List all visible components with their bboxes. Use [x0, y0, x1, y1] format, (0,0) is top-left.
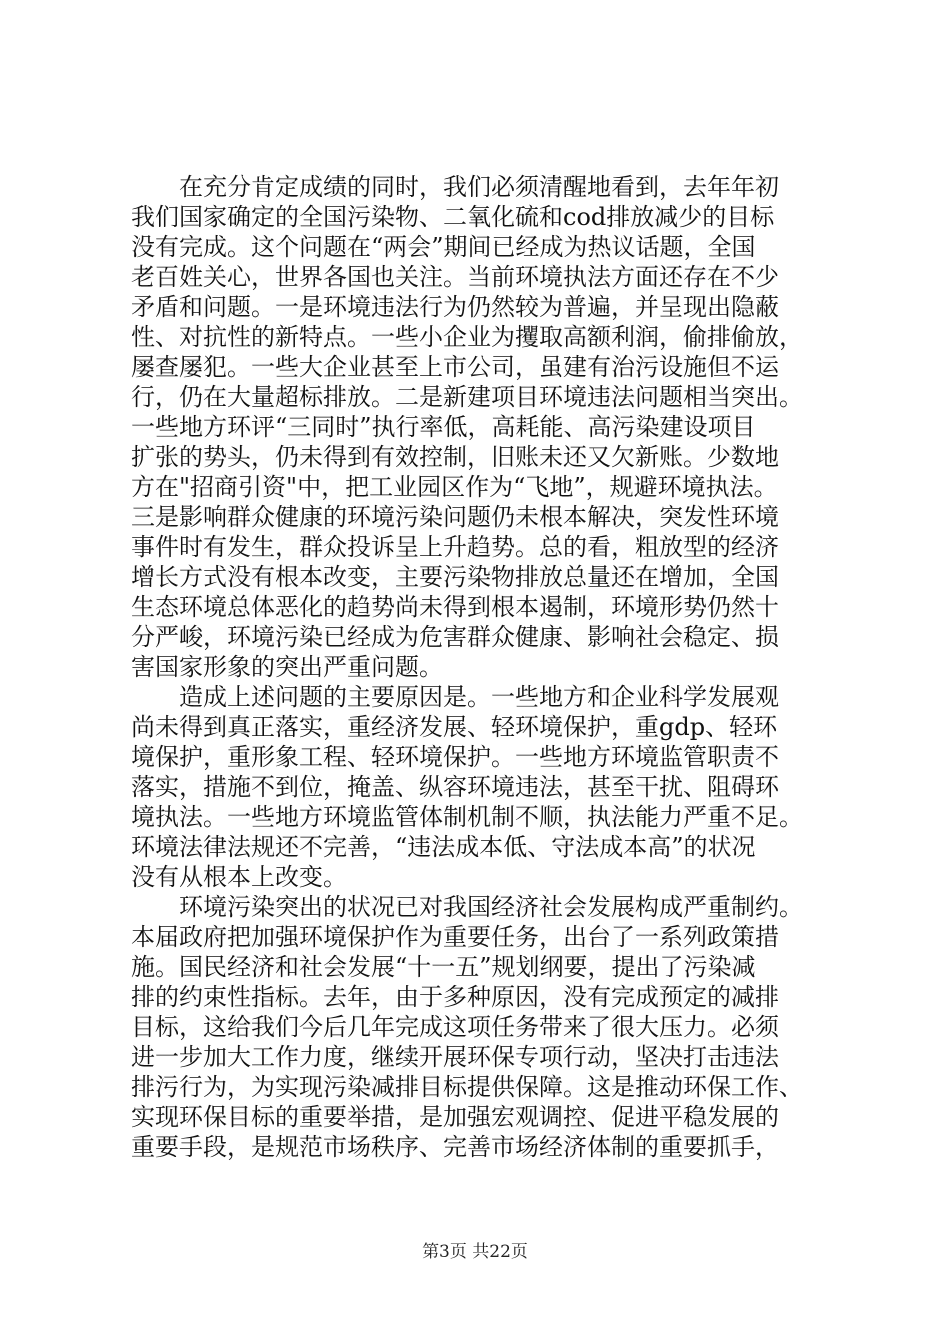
text-line: 一些地方环评“三同时”执行率低，高耗能、高污染建设项目: [131, 413, 756, 441]
text-line: 矛盾和问题。一是环境违法行为仍然较为普遍，并呈现出隐蔽: [131, 293, 779, 321]
text-line: 本届政府把加强环境保护作为重要任务，出台了一系列政策措: [131, 923, 779, 951]
text-line: 目标，这给我们今后几年完成这项任务带来了很大压力。必须: [131, 1013, 779, 1041]
text-line: 增长方式没有根本改变，主要污染物排放总量还在增加，全国: [131, 563, 779, 591]
text-line: 在充分肯定成绩的同时，我们必须清醒地看到，去年年初: [131, 173, 779, 201]
text-line: 没有从根本上改变。: [131, 863, 347, 891]
text-line: 事件时有发生，群众投诉呈上升趋势。总的看，粗放型的经济: [131, 533, 779, 561]
text-line: 施。国民经济和社会发展“十一五”规划纲要，提出了污染减: [131, 953, 756, 981]
text-line: 行，仍在大量超标排放。二是新建项目环境违法问题相当突出。: [131, 383, 803, 411]
text-line: 老百姓关心，世界各国也关注。当前环境执法方面还存在不少: [131, 263, 779, 291]
text-line: 重要手段，是规范市场秩序、完善市场经济体制的重要抓手，: [131, 1133, 779, 1161]
text-line: 环境法律法规还不完善，“违法成本低、守法成本高”的状况: [131, 833, 756, 861]
text-line: 分严峻，环境污染已经成为危害群众健康、影响社会稳定、损: [131, 623, 779, 651]
text-line: 性、对抗性的新特点。一些小企业为攫取高额利润，偷排偷放，: [131, 323, 803, 351]
text-line: 落实，措施不到位，掩盖、纵容环境违法，甚至干扰、阻碍环: [131, 773, 779, 801]
text-line: 方在"招商引资"中，把工业园区作为“飞地”，规避环境执法。: [131, 473, 778, 501]
text-line: 三是影响群众健康的环境污染问题仍未根本解决，突发性环境: [131, 503, 779, 531]
text-line: 害国家形象的突出严重问题。: [131, 653, 443, 681]
text-line: 实现环保目标的重要举措，是加强宏观调控、促进平稳发展的: [131, 1103, 779, 1131]
text-line: 扩张的势头，仍未得到有效控制，旧账未还又欠新账。少数地: [131, 443, 779, 471]
text-line: 进一步加大工作力度，继续开展环保专项行动，坚决打击违法: [131, 1043, 779, 1071]
body-text: [131, 172, 831, 1162]
text-line: 屡查屡犯。一些大企业甚至上市公司，虽建有治污设施但不运: [131, 353, 779, 381]
text-line: 造成上述问题的主要原因是。一些地方和企业科学发展观: [131, 683, 779, 711]
page-number-footer: 第3页 共22页: [422, 1242, 528, 1262]
text-line: 排污行为，为实现污染减排目标提供保障。这是推动环保工作、: [131, 1073, 803, 1101]
text-line: 生态环境总体恶化的趋势尚未得到根本遏制，环境形势仍然十: [131, 593, 779, 621]
text-line: 尚未得到真正落实，重经济发展、轻环境保护，重gdp、轻环: [131, 713, 778, 741]
text-line: 排的约束性指标。去年，由于多种原因，没有完成预定的减排: [131, 983, 779, 1011]
text-line: 没有完成。这个问题在“两会”期间已经成为热议话题，全国: [131, 233, 756, 261]
text-line: 境执法。一些地方环境监管体制机制不顺，执法能力严重不足。: [131, 803, 803, 831]
text-line: 境保护，重形象工程、轻环境保护。一些地方环境监管职责不: [131, 743, 779, 771]
text-line: 环境污染突出的状况已对我国经济社会发展构成严重制约。: [131, 893, 803, 921]
text-line: 我们国家确定的全国污染物、二氧化硫和cod排放减少的目标: [131, 203, 775, 231]
